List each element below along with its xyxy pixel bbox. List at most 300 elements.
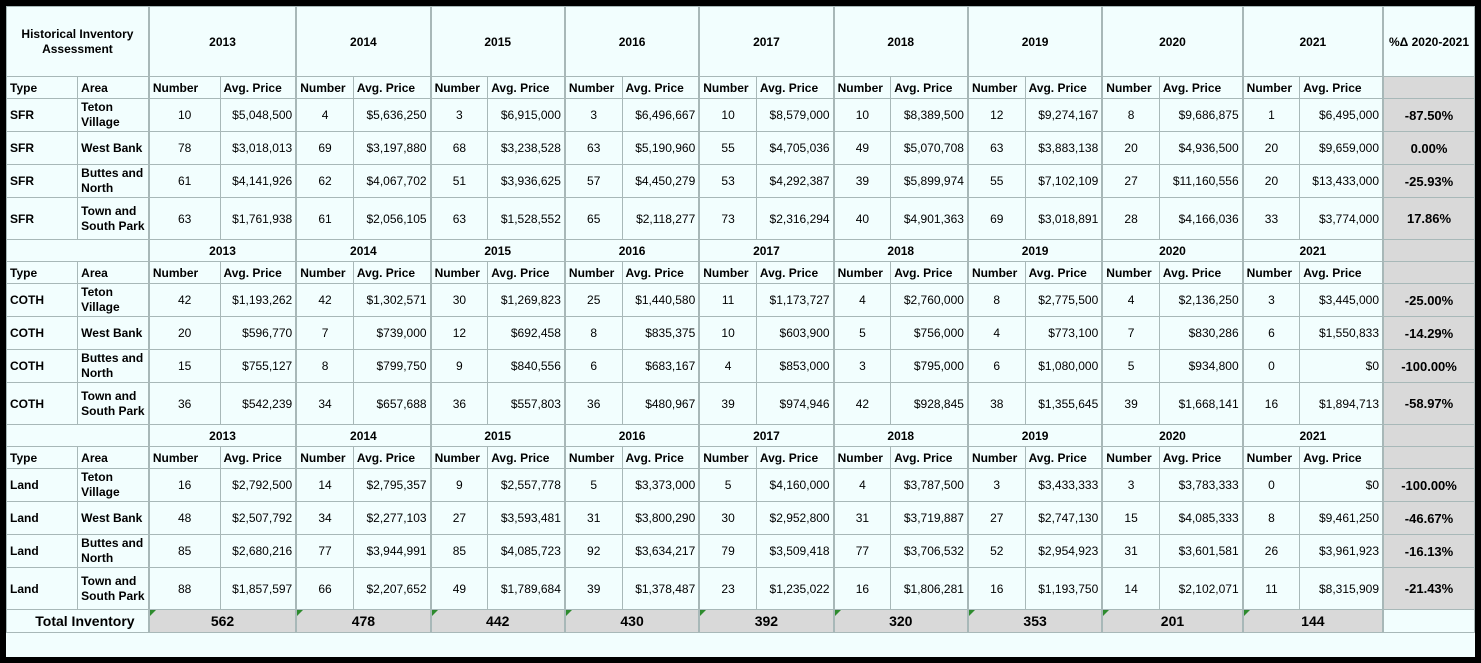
type-cell[interactable]: Land <box>7 502 78 535</box>
number-cell[interactable]: 16 <box>968 568 1025 610</box>
number-cell[interactable]: 5 <box>834 317 891 350</box>
type-cell[interactable]: SFR <box>7 198 78 240</box>
number-cell[interactable]: 39 <box>565 568 622 610</box>
price-column-header[interactable]: Avg. Price <box>622 77 699 99</box>
price-cell[interactable]: $1,550,833 <box>1300 317 1383 350</box>
type-column-header[interactable]: Type <box>7 77 78 99</box>
number-cell[interactable]: 8 <box>968 284 1025 317</box>
price-cell[interactable]: $9,274,167 <box>1025 99 1102 132</box>
number-cell[interactable]: 4 <box>834 284 891 317</box>
year-label-2013[interactable]: 2013 <box>149 240 296 262</box>
number-cell[interactable]: 63 <box>565 132 622 165</box>
number-cell[interactable]: 4 <box>1102 284 1159 317</box>
price-cell[interactable]: $1,302,571 <box>353 284 430 317</box>
price-cell[interactable]: $542,239 <box>220 383 296 425</box>
pct-blank-cell[interactable] <box>1383 447 1474 469</box>
number-column-header[interactable]: Number <box>296 77 353 99</box>
number-cell[interactable]: 5 <box>1102 350 1159 383</box>
number-cell[interactable]: 36 <box>431 383 488 425</box>
price-cell[interactable]: $0 <box>1300 469 1383 502</box>
price-cell[interactable]: $739,000 <box>353 317 430 350</box>
number-cell[interactable]: 3 <box>834 350 891 383</box>
number-column-header[interactable]: Number <box>699 447 756 469</box>
number-cell[interactable]: 65 <box>565 198 622 240</box>
price-cell[interactable]: $2,277,103 <box>353 502 430 535</box>
number-cell[interactable]: 26 <box>1243 535 1300 568</box>
type-cell[interactable]: Land <box>7 568 78 610</box>
year-label-2018[interactable]: 2018 <box>834 240 968 262</box>
price-cell[interactable]: $2,795,357 <box>353 469 430 502</box>
price-cell[interactable]: $4,901,363 <box>891 198 968 240</box>
price-cell[interactable]: $557,803 <box>488 383 565 425</box>
price-column-header[interactable]: Avg. Price <box>220 262 296 284</box>
type-cell[interactable]: SFR <box>7 99 78 132</box>
year-label-2021[interactable]: 2021 <box>1243 240 1383 262</box>
number-cell[interactable]: 16 <box>149 469 220 502</box>
year-header-2015[interactable]: 2015 <box>431 7 565 77</box>
area-cell[interactable]: Town and South Park <box>78 198 149 240</box>
number-cell[interactable]: 31 <box>1102 535 1159 568</box>
number-cell[interactable]: 8 <box>1243 502 1300 535</box>
number-cell[interactable]: 12 <box>431 317 488 350</box>
area-cell[interactable]: West Bank <box>78 502 149 535</box>
number-cell[interactable]: 34 <box>296 383 353 425</box>
type-cell[interactable]: Land <box>7 535 78 568</box>
number-cell[interactable]: 48 <box>149 502 220 535</box>
price-column-header[interactable]: Avg. Price <box>1300 77 1383 99</box>
number-cell[interactable]: 14 <box>1102 568 1159 610</box>
blank-cell[interactable] <box>7 240 149 262</box>
number-column-header[interactable]: Number <box>1102 77 1159 99</box>
number-cell[interactable]: 42 <box>296 284 353 317</box>
number-cell[interactable]: 85 <box>149 535 220 568</box>
number-cell[interactable]: 77 <box>296 535 353 568</box>
price-column-header[interactable]: Avg. Price <box>756 77 833 99</box>
price-cell[interactable]: $5,899,974 <box>891 165 968 198</box>
number-cell[interactable]: 85 <box>431 535 488 568</box>
year-label-2019[interactable]: 2019 <box>968 425 1102 447</box>
number-column-header[interactable]: Number <box>296 447 353 469</box>
number-cell[interactable]: 69 <box>968 198 1025 240</box>
price-cell[interactable]: $4,067,702 <box>353 165 430 198</box>
price-cell[interactable]: $3,961,923 <box>1300 535 1383 568</box>
number-cell[interactable]: 92 <box>565 535 622 568</box>
number-cell[interactable]: 61 <box>296 198 353 240</box>
price-cell[interactable]: $1,761,938 <box>220 198 296 240</box>
year-label-2015[interactable]: 2015 <box>431 425 565 447</box>
number-cell[interactable]: 11 <box>699 284 756 317</box>
price-column-header[interactable]: Avg. Price <box>622 447 699 469</box>
price-cell[interactable]: $795,000 <box>891 350 968 383</box>
price-cell[interactable]: $8,315,909 <box>1300 568 1383 610</box>
number-cell[interactable]: 55 <box>968 165 1025 198</box>
number-cell[interactable]: 20 <box>1102 132 1159 165</box>
price-cell[interactable]: $1,355,645 <box>1025 383 1102 425</box>
price-column-header[interactable]: Avg. Price <box>1159 77 1242 99</box>
price-column-header[interactable]: Avg. Price <box>1300 262 1383 284</box>
price-cell[interactable]: $1,668,141 <box>1159 383 1242 425</box>
pct-change-cell[interactable]: -25.00% <box>1383 284 1474 317</box>
number-column-header[interactable]: Number <box>1243 262 1300 284</box>
year-label-2021[interactable]: 2021 <box>1243 425 1383 447</box>
number-cell[interactable]: 3 <box>1243 284 1300 317</box>
total-value-cell[interactable]: 562 <box>149 610 296 633</box>
number-cell[interactable]: 27 <box>431 502 488 535</box>
number-column-header[interactable]: Number <box>431 262 488 284</box>
year-header-2018[interactable]: 2018 <box>834 7 968 77</box>
price-cell[interactable]: $2,680,216 <box>220 535 296 568</box>
number-cell[interactable]: 0 <box>1243 469 1300 502</box>
number-column-header[interactable]: Number <box>699 77 756 99</box>
price-cell[interactable]: $4,450,279 <box>622 165 699 198</box>
year-label-2014[interactable]: 2014 <box>296 425 430 447</box>
price-cell[interactable]: $1,440,580 <box>622 284 699 317</box>
type-column-header[interactable]: Type <box>7 447 78 469</box>
type-cell[interactable]: Land <box>7 469 78 502</box>
price-cell[interactable]: $1,789,684 <box>488 568 565 610</box>
price-cell[interactable]: $2,557,778 <box>488 469 565 502</box>
price-cell[interactable]: $6,496,667 <box>622 99 699 132</box>
number-cell[interactable]: 15 <box>1102 502 1159 535</box>
price-cell[interactable]: $8,389,500 <box>891 99 968 132</box>
number-cell[interactable]: 38 <box>968 383 1025 425</box>
number-cell[interactable]: 8 <box>1102 99 1159 132</box>
price-cell[interactable]: $1,193,750 <box>1025 568 1102 610</box>
number-cell[interactable]: 73 <box>699 198 756 240</box>
price-cell[interactable]: $11,160,556 <box>1159 165 1242 198</box>
price-cell[interactable]: $4,166,036 <box>1159 198 1242 240</box>
price-cell[interactable]: $7,102,109 <box>1025 165 1102 198</box>
price-cell[interactable]: $799,750 <box>353 350 430 383</box>
price-cell[interactable]: $3,719,887 <box>891 502 968 535</box>
area-cell[interactable]: Teton Village <box>78 99 149 132</box>
price-cell[interactable]: $3,787,500 <box>891 469 968 502</box>
price-cell[interactable]: $3,883,138 <box>1025 132 1102 165</box>
price-cell[interactable]: $1,173,727 <box>756 284 833 317</box>
area-cell[interactable]: Town and South Park <box>78 383 149 425</box>
number-cell[interactable]: 15 <box>149 350 220 383</box>
number-cell[interactable]: 39 <box>699 383 756 425</box>
area-cell[interactable]: Town and South Park <box>78 568 149 610</box>
number-cell[interactable]: 0 <box>1243 350 1300 383</box>
number-cell[interactable]: 61 <box>149 165 220 198</box>
number-cell[interactable]: 3 <box>968 469 1025 502</box>
year-header-2017[interactable]: 2017 <box>699 7 833 77</box>
number-column-header[interactable]: Number <box>968 77 1025 99</box>
pct-change-cell[interactable]: 17.86% <box>1383 198 1474 240</box>
price-cell[interactable]: $1,806,281 <box>891 568 968 610</box>
price-column-header[interactable]: Avg. Price <box>756 262 833 284</box>
price-cell[interactable]: $13,433,000 <box>1300 165 1383 198</box>
number-cell[interactable]: 1 <box>1243 99 1300 132</box>
price-column-header[interactable]: Avg. Price <box>220 77 296 99</box>
number-cell[interactable]: 27 <box>1102 165 1159 198</box>
number-cell[interactable]: 10 <box>699 99 756 132</box>
number-cell[interactable]: 3 <box>565 99 622 132</box>
number-column-header[interactable]: Number <box>296 262 353 284</box>
price-cell[interactable]: $755,127 <box>220 350 296 383</box>
total-blank-cell[interactable] <box>1383 610 1474 633</box>
number-cell[interactable]: 25 <box>565 284 622 317</box>
number-cell[interactable]: 4 <box>834 469 891 502</box>
year-label-2014[interactable]: 2014 <box>296 240 430 262</box>
area-column-header[interactable]: Area <box>78 447 149 469</box>
number-column-header[interactable]: Number <box>149 447 220 469</box>
total-value-cell[interactable]: 442 <box>431 610 565 633</box>
number-cell[interactable]: 79 <box>699 535 756 568</box>
price-cell[interactable]: $1,378,487 <box>622 568 699 610</box>
area-cell[interactable]: Buttes and North <box>78 350 149 383</box>
pct-change-cell[interactable]: -21.43% <box>1383 568 1474 610</box>
price-cell[interactable]: $1,235,022 <box>756 568 833 610</box>
price-cell[interactable]: $657,688 <box>353 383 430 425</box>
number-cell[interactable]: 8 <box>296 350 353 383</box>
price-cell[interactable]: $3,445,000 <box>1300 284 1383 317</box>
year-label-2018[interactable]: 2018 <box>834 425 968 447</box>
price-cell[interactable]: $9,686,875 <box>1159 99 1242 132</box>
price-cell[interactable]: $5,048,500 <box>220 99 296 132</box>
price-column-header[interactable]: Avg. Price <box>891 77 968 99</box>
price-cell[interactable]: $2,136,250 <box>1159 284 1242 317</box>
price-column-header[interactable]: Avg. Price <box>353 77 430 99</box>
pct-change-cell[interactable]: -87.50% <box>1383 99 1474 132</box>
total-value-cell[interactable]: 392 <box>699 610 833 633</box>
number-cell[interactable]: 23 <box>699 568 756 610</box>
price-cell[interactable]: $4,160,000 <box>756 469 833 502</box>
price-cell[interactable]: $830,286 <box>1159 317 1242 350</box>
number-cell[interactable]: 10 <box>834 99 891 132</box>
number-column-header[interactable]: Number <box>1243 77 1300 99</box>
total-label-cell[interactable]: Total Inventory <box>7 610 149 633</box>
number-cell[interactable]: 20 <box>1243 132 1300 165</box>
price-cell[interactable]: $2,954,923 <box>1025 535 1102 568</box>
number-column-header[interactable]: Number <box>565 77 622 99</box>
year-header-2019[interactable]: 2019 <box>968 7 1102 77</box>
number-cell[interactable]: 9 <box>431 350 488 383</box>
number-cell[interactable]: 9 <box>431 469 488 502</box>
price-cell[interactable]: $6,915,000 <box>488 99 565 132</box>
price-cell[interactable]: $3,601,581 <box>1159 535 1242 568</box>
price-cell[interactable]: $6,495,000 <box>1300 99 1383 132</box>
price-cell[interactable]: $3,936,625 <box>488 165 565 198</box>
price-cell[interactable]: $3,433,333 <box>1025 469 1102 502</box>
price-column-header[interactable]: Avg. Price <box>1025 447 1102 469</box>
price-cell[interactable]: $4,292,387 <box>756 165 833 198</box>
price-column-header[interactable]: Avg. Price <box>1025 77 1102 99</box>
number-cell[interactable]: 36 <box>565 383 622 425</box>
number-cell[interactable]: 6 <box>968 350 1025 383</box>
number-cell[interactable]: 40 <box>834 198 891 240</box>
number-cell[interactable]: 4 <box>296 99 353 132</box>
pct-change-cell[interactable]: -46.67% <box>1383 502 1474 535</box>
price-column-header[interactable]: Avg. Price <box>1159 447 1242 469</box>
pct-change-cell[interactable]: -25.93% <box>1383 165 1474 198</box>
price-cell[interactable]: $5,636,250 <box>353 99 430 132</box>
year-label-2017[interactable]: 2017 <box>699 240 833 262</box>
price-cell[interactable]: $934,800 <box>1159 350 1242 383</box>
price-cell[interactable]: $853,000 <box>756 350 833 383</box>
price-cell[interactable]: $1,193,262 <box>220 284 296 317</box>
price-cell[interactable]: $2,056,105 <box>353 198 430 240</box>
price-column-header[interactable]: Avg. Price <box>756 447 833 469</box>
year-header-2014[interactable]: 2014 <box>296 7 430 77</box>
price-cell[interactable]: $3,509,418 <box>756 535 833 568</box>
price-cell[interactable]: $2,207,652 <box>353 568 430 610</box>
price-column-header[interactable]: Avg. Price <box>488 77 565 99</box>
number-cell[interactable]: 88 <box>149 568 220 610</box>
price-cell[interactable]: $3,238,528 <box>488 132 565 165</box>
number-cell[interactable]: 14 <box>296 469 353 502</box>
number-cell[interactable]: 30 <box>431 284 488 317</box>
price-cell[interactable]: $974,946 <box>756 383 833 425</box>
price-cell[interactable]: $2,952,800 <box>756 502 833 535</box>
number-cell[interactable]: 77 <box>834 535 891 568</box>
number-column-header[interactable]: Number <box>1102 262 1159 284</box>
price-cell[interactable]: $928,845 <box>891 383 968 425</box>
year-label-2016[interactable]: 2016 <box>565 425 699 447</box>
number-cell[interactable]: 11 <box>1243 568 1300 610</box>
number-cell[interactable]: 68 <box>431 132 488 165</box>
year-label-2019[interactable]: 2019 <box>968 240 1102 262</box>
number-column-header[interactable]: Number <box>834 262 891 284</box>
number-cell[interactable]: 30 <box>699 502 756 535</box>
year-header-2013[interactable]: 2013 <box>149 7 296 77</box>
price-cell[interactable]: $4,141,926 <box>220 165 296 198</box>
price-cell[interactable]: $3,634,217 <box>622 535 699 568</box>
number-cell[interactable]: 36 <box>149 383 220 425</box>
number-cell[interactable]: 12 <box>968 99 1025 132</box>
pct-change-cell[interactable]: -58.97% <box>1383 383 1474 425</box>
number-cell[interactable]: 63 <box>431 198 488 240</box>
number-cell[interactable]: 4 <box>968 317 1025 350</box>
pct-change-cell[interactable]: -100.00% <box>1383 350 1474 383</box>
total-value-cell[interactable]: 201 <box>1102 610 1242 633</box>
number-cell[interactable]: 69 <box>296 132 353 165</box>
number-cell[interactable]: 3 <box>431 99 488 132</box>
type-cell[interactable]: COTH <box>7 383 78 425</box>
number-cell[interactable]: 42 <box>834 383 891 425</box>
year-header-2020[interactable]: 2020 <box>1102 7 1242 77</box>
price-column-header[interactable]: Avg. Price <box>220 447 296 469</box>
price-cell[interactable]: $5,190,960 <box>622 132 699 165</box>
type-cell[interactable]: COTH <box>7 284 78 317</box>
number-cell[interactable]: 66 <box>296 568 353 610</box>
price-cell[interactable]: $0 <box>1300 350 1383 383</box>
pct-change-header[interactable]: %Δ 2020-2021 <box>1383 7 1474 77</box>
number-cell[interactable]: 5 <box>699 469 756 502</box>
price-cell[interactable]: $1,080,000 <box>1025 350 1102 383</box>
total-value-cell[interactable]: 430 <box>565 610 699 633</box>
number-cell[interactable]: 34 <box>296 502 353 535</box>
number-column-header[interactable]: Number <box>431 77 488 99</box>
pct-blank-cell[interactable] <box>1383 425 1474 447</box>
type-cell[interactable]: COTH <box>7 317 78 350</box>
price-column-header[interactable]: Avg. Price <box>1159 262 1242 284</box>
number-cell[interactable]: 6 <box>1243 317 1300 350</box>
year-label-2017[interactable]: 2017 <box>699 425 833 447</box>
price-column-header[interactable]: Avg. Price <box>891 262 968 284</box>
price-cell[interactable]: $1,528,552 <box>488 198 565 240</box>
number-column-header[interactable]: Number <box>834 447 891 469</box>
price-column-header[interactable]: Avg. Price <box>353 262 430 284</box>
number-cell[interactable]: 62 <box>296 165 353 198</box>
number-column-header[interactable]: Number <box>149 262 220 284</box>
price-cell[interactable]: $3,944,991 <box>353 535 430 568</box>
year-header-2021[interactable]: 2021 <box>1243 7 1383 77</box>
price-cell[interactable]: $3,018,013 <box>220 132 296 165</box>
number-cell[interactable]: 16 <box>1243 383 1300 425</box>
number-cell[interactable]: 51 <box>431 165 488 198</box>
pct-blank-cell[interactable] <box>1383 240 1474 262</box>
price-cell[interactable]: $2,102,071 <box>1159 568 1242 610</box>
price-cell[interactable]: $2,118,277 <box>622 198 699 240</box>
number-cell[interactable]: 20 <box>1243 165 1300 198</box>
price-cell[interactable]: $2,792,500 <box>220 469 296 502</box>
price-cell[interactable]: $8,579,000 <box>756 99 833 132</box>
area-cell[interactable]: West Bank <box>78 317 149 350</box>
price-cell[interactable]: $835,375 <box>622 317 699 350</box>
pct-change-cell[interactable]: -100.00% <box>1383 469 1474 502</box>
price-cell[interactable]: $9,461,250 <box>1300 502 1383 535</box>
price-cell[interactable]: $1,894,713 <box>1300 383 1383 425</box>
number-cell[interactable]: 39 <box>834 165 891 198</box>
price-cell[interactable]: $2,316,294 <box>756 198 833 240</box>
price-cell[interactable]: $603,900 <box>756 317 833 350</box>
blank-cell[interactable] <box>7 425 149 447</box>
number-cell[interactable]: 16 <box>834 568 891 610</box>
type-column-header[interactable]: Type <box>7 262 78 284</box>
price-column-header[interactable]: Avg. Price <box>1025 262 1102 284</box>
number-cell[interactable]: 10 <box>699 317 756 350</box>
number-column-header[interactable]: Number <box>699 262 756 284</box>
total-value-cell[interactable]: 478 <box>296 610 430 633</box>
price-cell[interactable]: $9,659,000 <box>1300 132 1383 165</box>
number-cell[interactable]: 28 <box>1102 198 1159 240</box>
price-column-header[interactable]: Avg. Price <box>488 262 565 284</box>
year-label-2020[interactable]: 2020 <box>1102 240 1242 262</box>
year-label-2020[interactable]: 2020 <box>1102 425 1242 447</box>
area-column-header[interactable]: Area <box>78 77 149 99</box>
type-cell[interactable]: COTH <box>7 350 78 383</box>
area-cell[interactable]: Teton Village <box>78 284 149 317</box>
area-cell[interactable]: Buttes and North <box>78 165 149 198</box>
number-cell[interactable]: 10 <box>149 99 220 132</box>
area-cell[interactable]: West Bank <box>78 132 149 165</box>
total-value-cell[interactable]: 144 <box>1243 610 1383 633</box>
price-cell[interactable]: $773,100 <box>1025 317 1102 350</box>
price-cell[interactable]: $1,269,823 <box>488 284 565 317</box>
number-cell[interactable]: 5 <box>565 469 622 502</box>
price-column-header[interactable]: Avg. Price <box>622 262 699 284</box>
total-value-cell[interactable]: 353 <box>968 610 1102 633</box>
price-cell[interactable]: $2,760,000 <box>891 284 968 317</box>
number-column-header[interactable]: Number <box>1102 447 1159 469</box>
number-cell[interactable]: 63 <box>149 198 220 240</box>
number-cell[interactable]: 57 <box>565 165 622 198</box>
number-column-header[interactable]: Number <box>968 262 1025 284</box>
number-column-header[interactable]: Number <box>1243 447 1300 469</box>
price-cell[interactable]: $2,747,130 <box>1025 502 1102 535</box>
sheet-title-cell[interactable]: Historical Inventory Assessment <box>7 7 149 77</box>
number-cell[interactable]: 27 <box>968 502 1025 535</box>
price-cell[interactable]: $1,857,597 <box>220 568 296 610</box>
price-cell[interactable]: $3,774,000 <box>1300 198 1383 240</box>
number-cell[interactable]: 55 <box>699 132 756 165</box>
number-cell[interactable]: 33 <box>1243 198 1300 240</box>
price-cell[interactable]: $3,800,290 <box>622 502 699 535</box>
price-cell[interactable]: $596,770 <box>220 317 296 350</box>
number-column-header[interactable]: Number <box>834 77 891 99</box>
